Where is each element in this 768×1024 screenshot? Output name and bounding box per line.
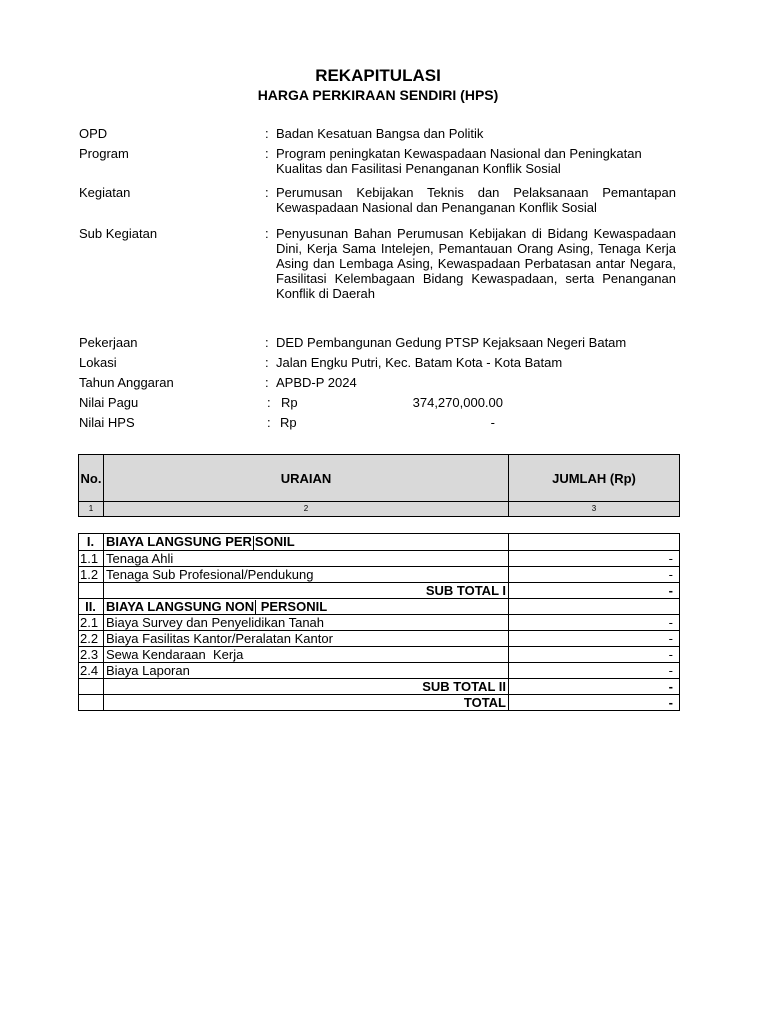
row-uraian: Biaya Fasilitas Kantor/Peralatan Kantor [104, 631, 509, 647]
row-jumlah: - [509, 663, 680, 679]
row-no [79, 679, 104, 695]
section-no: I. [79, 534, 104, 551]
info-label: Nilai Pagu [79, 395, 139, 410]
subtotal-label: SUB TOTAL I [104, 582, 509, 598]
info-colon: : [267, 415, 271, 430]
info-value: Perumusan Kebijakan Teknis dan Pelaksanaan Pemantapan Kewaspadaan Nasional dan Penanganan Konflik Sosial [276, 185, 676, 215]
table-row [79, 550, 680, 566]
row-jumlah: - [509, 615, 680, 631]
info-colon: : [265, 185, 269, 200]
section-amount [509, 534, 680, 551]
row-no: 1.1 [79, 550, 104, 566]
row-jumlah: - [509, 631, 680, 647]
info-value: Penyusunan Bahan Perumusan Kebijakan di Bidang Kewaspadaan Dini, Kerja Sama Intelejen, Pemantauan Orang Asing, Tenaga Kerja Asing dan Lembaga Asing, Kewaspadaan Perbatasan antar Negara, Fasilitasi Kelembagaan Bidang Kewaspadaan, serta Penanganan Konflik di Daerah [276, 226, 676, 301]
cost-table [78, 533, 680, 711]
subtotal-value: - [509, 582, 680, 598]
table-header [78, 454, 680, 517]
info-value: Badan Kesatuan Bangsa dan Politik [276, 126, 484, 141]
header-no: No. [79, 455, 104, 502]
total-value: - [509, 695, 680, 711]
header-uraian: URAIAN [104, 455, 509, 502]
row-no: 2.4 [79, 663, 104, 679]
row-no: 1.2 [79, 566, 104, 582]
info-label: Nilai HPS [79, 415, 135, 430]
row-jumlah: - [509, 647, 680, 663]
total-row [79, 695, 680, 711]
table-row [79, 663, 680, 679]
amount-value: 374,270,000.00 [412, 395, 503, 410]
info-colon: : [265, 226, 269, 241]
section-row [79, 598, 680, 615]
info-label: Lokasi [79, 355, 117, 370]
row-uraian: Sewa Kendaraan Kerja [104, 647, 509, 663]
row-uraian: Tenaga Ahli [104, 550, 509, 566]
row-no [79, 582, 104, 598]
row-jumlah: - [509, 550, 680, 566]
table-row [79, 631, 680, 647]
currency-label: Rp [280, 415, 297, 430]
info-colon: : [265, 146, 269, 161]
row-uraian: Tenaga Sub Profesional/Pendukung [104, 566, 509, 582]
section-amount [509, 598, 680, 615]
table-row [79, 566, 680, 582]
subtotal-row [79, 679, 680, 695]
header-jumlah: JUMLAH (Rp) [509, 455, 680, 502]
column-number: 3 [509, 502, 680, 517]
amount-value: - [490, 415, 495, 430]
info-value: DED Pembangunan Gedung PTSP Kejaksaan Negeri Batam [276, 335, 627, 350]
info-value: APBD-P 2024 [276, 375, 357, 390]
info-label: Pekerjaan [79, 335, 138, 350]
total-label: TOTAL [104, 695, 509, 711]
row-no: 2.1 [79, 615, 104, 631]
row-uraian: Biaya Survey dan Penyelidikan Tanah [104, 615, 509, 631]
document-subtitle: HARGA PERKIRAAN SENDIRI (HPS) [257, 87, 499, 103]
info-colon: : [265, 335, 269, 350]
info-colon: : [265, 375, 269, 390]
info-colon: : [265, 126, 269, 141]
row-jumlah: - [509, 566, 680, 582]
row-no: 2.2 [79, 631, 104, 647]
row-no [79, 695, 104, 711]
info-label: Kegiatan [79, 185, 131, 200]
info-label: Sub Kegiatan [79, 226, 158, 241]
document-title: REKAPITULASI [315, 66, 441, 85]
info-label: OPD [79, 126, 108, 141]
section-no: II. [79, 598, 104, 615]
section-title: BIAYA LANGSUNG NON PERSONIL [104, 598, 509, 615]
info-value: Jalan Engku Putri, Kec. Batam Kota - Kota Batam [276, 355, 563, 370]
table-row [79, 615, 680, 631]
info-label: Program [79, 146, 129, 161]
row-uraian: Biaya Laporan [104, 663, 509, 679]
section-row [79, 534, 680, 551]
text-cursor [253, 536, 254, 550]
info-colon: : [267, 395, 271, 410]
table-row [79, 647, 680, 663]
text-cursor [255, 600, 256, 614]
section-title: BIAYA LANGSUNG PER SONIL [104, 534, 509, 551]
info-label: Tahun Anggaran [79, 375, 174, 390]
column-number: 2 [104, 502, 509, 517]
row-no: 2.3 [79, 647, 104, 663]
subtotal-row [79, 582, 680, 598]
currency-label: Rp [281, 395, 298, 410]
info-colon: : [265, 355, 269, 370]
subtotal-label: SUB TOTAL II [104, 679, 509, 695]
subtotal-value: - [509, 679, 680, 695]
info-value: Program peningkatan Kewaspadaan Nasional dan Peningkatan Kualitas dan Fasilitasi Penanganan Konflik Sosial [276, 146, 642, 176]
column-number: 1 [79, 502, 104, 517]
